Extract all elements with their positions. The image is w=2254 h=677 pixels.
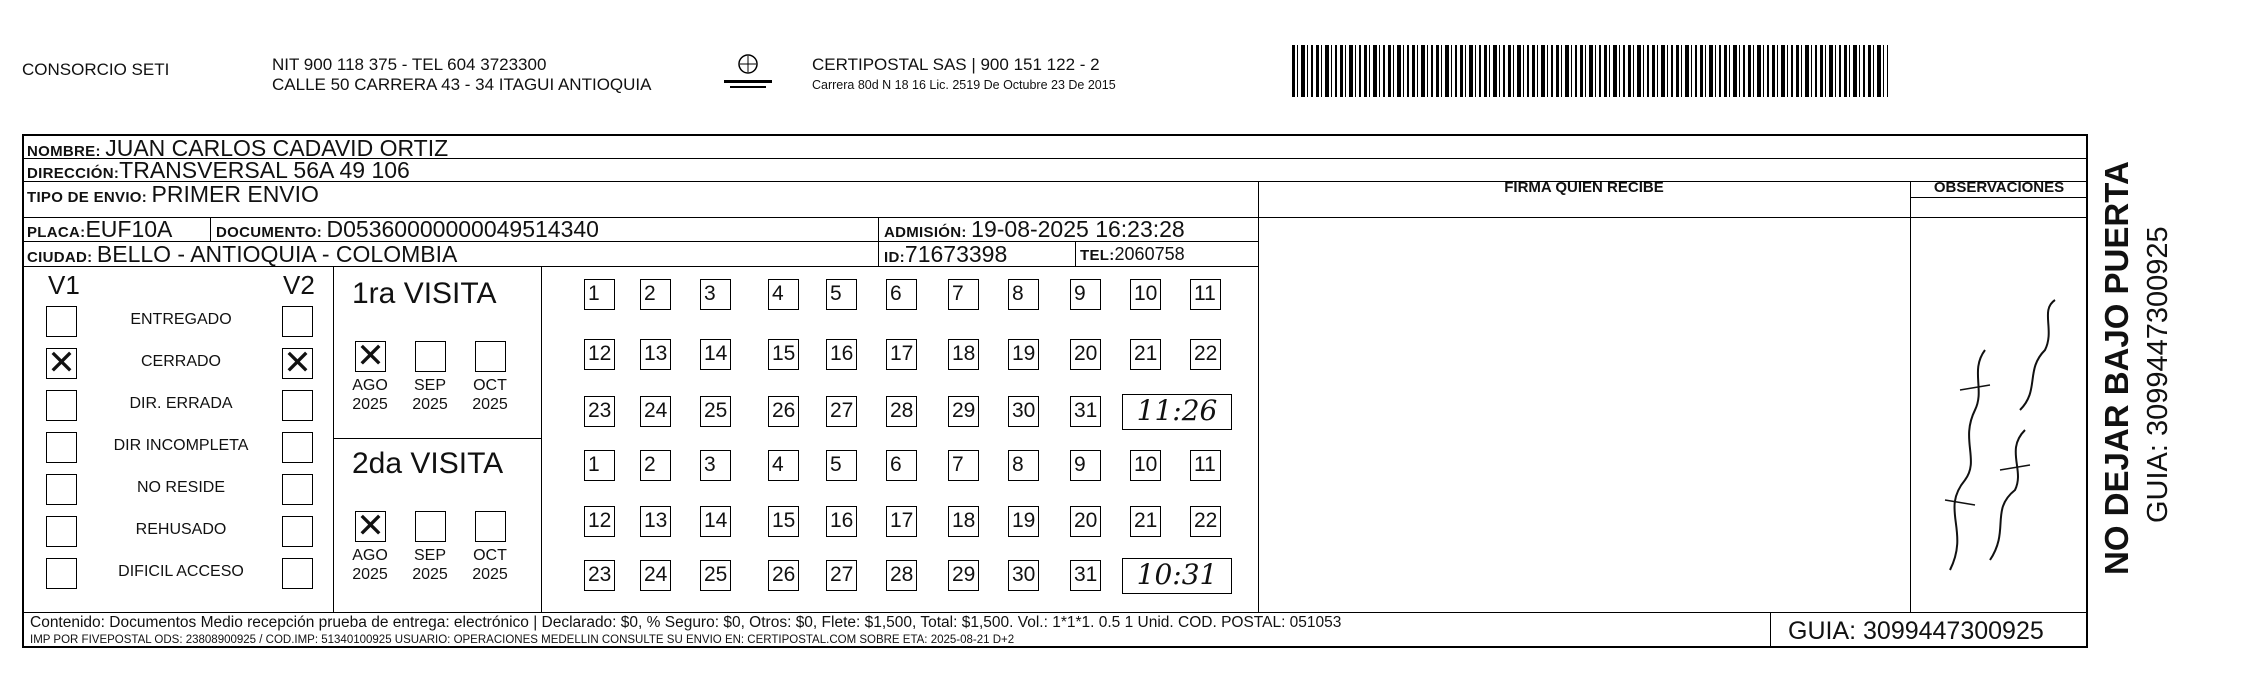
day-box[interactable]: 15 bbox=[768, 506, 799, 537]
status-v1-checkbox[interactable] bbox=[46, 516, 77, 547]
day-box[interactable]: 28 bbox=[886, 560, 917, 591]
day-box[interactable]: 12 bbox=[584, 339, 615, 370]
tipo-envio-label: TIPO DE ENVIO: bbox=[27, 189, 148, 206]
signature-area bbox=[1258, 200, 1910, 612]
day-box[interactable]: 23 bbox=[584, 396, 615, 427]
status-v2-checkbox[interactable] bbox=[282, 348, 313, 379]
admision-value: 19-08-2025 16:23:28 bbox=[971, 216, 1185, 242]
documento-label: DOCUMENTO: bbox=[216, 224, 323, 241]
year-label: 2025 bbox=[352, 396, 388, 413]
direccion-label: DIRECCIÓN: bbox=[27, 165, 120, 182]
v2-label: V2 bbox=[283, 270, 315, 300]
admision-label: ADMISIÓN: bbox=[884, 224, 967, 241]
status-v2-checkbox[interactable] bbox=[282, 306, 313, 337]
month-checkbox[interactable] bbox=[355, 341, 386, 372]
day-box[interactable]: 19 bbox=[1008, 506, 1039, 537]
placa-value: EUF10A bbox=[85, 216, 173, 242]
day-box[interactable]: 19 bbox=[1008, 339, 1039, 370]
status-v1-checkbox[interactable] bbox=[46, 348, 77, 379]
day-box[interactable]: 2 bbox=[640, 450, 671, 481]
day-box[interactable]: 29 bbox=[948, 560, 979, 591]
day-box[interactable]: 21 bbox=[1130, 506, 1161, 537]
day-box[interactable]: 30 bbox=[1008, 396, 1039, 427]
day-box[interactable]: 13 bbox=[640, 339, 671, 370]
check-mark-icon: ✕ bbox=[47, 348, 76, 379]
day-box[interactable]: 27 bbox=[826, 396, 857, 427]
day-box[interactable]: 3 bbox=[700, 279, 731, 310]
nombre-label: NOMBRE: bbox=[27, 143, 101, 160]
day-box[interactable]: 25 bbox=[700, 396, 731, 427]
id-label: ID: bbox=[884, 249, 905, 266]
visit-time-handwritten: 11:26 bbox=[1122, 394, 1232, 430]
status-v2-checkbox[interactable] bbox=[282, 432, 313, 463]
nombre-value: JUAN CARLOS CADAVID ORTIZ bbox=[105, 135, 449, 161]
second-visit-title: 2da VISITA bbox=[352, 447, 504, 480]
carrier-subline: Carrera 80d N 18 16 Lic. 2519 De Octubre 23 De 2015 bbox=[812, 78, 1116, 92]
day-box[interactable]: 31 bbox=[1070, 396, 1101, 427]
v1-label: V1 bbox=[48, 270, 80, 300]
day-box[interactable]: 16 bbox=[826, 339, 857, 370]
month-checkbox[interactable] bbox=[475, 511, 506, 542]
day-box[interactable]: 4 bbox=[768, 279, 799, 310]
status-v2-checkbox[interactable] bbox=[282, 558, 313, 589]
status-v2-checkbox[interactable] bbox=[282, 390, 313, 421]
nit-line: NIT 900 118 375 - TEL 604 3723300 bbox=[272, 55, 547, 74]
month-checkbox[interactable] bbox=[415, 511, 446, 542]
month-checkbox[interactable] bbox=[415, 341, 446, 372]
company-name: CONSORCIO SETI bbox=[22, 60, 170, 79]
day-box[interactable]: 9 bbox=[1070, 450, 1101, 481]
ciudad-value: BELLO - ANTIOQUIA - COLOMBIA bbox=[96, 241, 458, 267]
day-box[interactable]: 5 bbox=[826, 279, 857, 310]
observaciones-header: OBSERVACIONES bbox=[1933, 179, 2065, 196]
guia-vertical: GUIA: 3099447300925 bbox=[2142, 226, 2174, 523]
month-label: SEP bbox=[413, 547, 446, 564]
status-v1-checkbox[interactable] bbox=[46, 306, 77, 337]
day-box[interactable]: 13 bbox=[640, 506, 671, 537]
status-label: DIR INCOMPLETA bbox=[113, 437, 249, 454]
status-v1-checkbox[interactable] bbox=[46, 474, 77, 505]
day-box[interactable]: 15 bbox=[768, 339, 799, 370]
address-line: CALLE 50 CARRERA 43 - 34 ITAGUI ANTIOQUIA bbox=[272, 75, 652, 94]
month-label: AGO bbox=[352, 377, 388, 394]
day-box[interactable]: 1 bbox=[584, 450, 615, 481]
tel-label: TEL: bbox=[1080, 247, 1115, 264]
year-label: 2025 bbox=[412, 396, 448, 413]
status-label: CERRADO bbox=[140, 353, 221, 370]
day-box[interactable]: 17 bbox=[886, 506, 917, 537]
direccion-value: TRANSVERSAL 56A 49 106 bbox=[119, 157, 410, 183]
visit-time-handwritten: 10:31 bbox=[1122, 558, 1232, 594]
day-box[interactable]: 10 bbox=[1130, 450, 1161, 481]
day-box[interactable]: 24 bbox=[640, 396, 671, 427]
day-box[interactable]: 7 bbox=[948, 279, 979, 310]
day-box[interactable]: 8 bbox=[1008, 279, 1039, 310]
ciudad-label: CIUDAD: bbox=[27, 249, 93, 266]
id-value: 71673398 bbox=[904, 241, 1008, 267]
status-label: DIFICIL ACCESO bbox=[118, 563, 244, 580]
month-label: OCT bbox=[473, 547, 507, 564]
day-box[interactable]: 18 bbox=[948, 506, 979, 537]
warning-vertical: NO DEJAR BAJO PUERTA bbox=[2098, 161, 2135, 575]
status-v1-checkbox[interactable] bbox=[46, 558, 77, 589]
status-v2-checkbox[interactable] bbox=[282, 474, 313, 505]
day-box[interactable]: 8 bbox=[1008, 450, 1039, 481]
status-v1-checkbox[interactable] bbox=[46, 390, 77, 421]
day-box[interactable]: 28 bbox=[886, 396, 917, 427]
day-box[interactable]: 10 bbox=[1130, 279, 1161, 310]
year-label: 2025 bbox=[472, 566, 508, 583]
footer-guia: GUIA: 3099447300925 bbox=[1788, 617, 2044, 645]
day-box[interactable]: 16 bbox=[826, 506, 857, 537]
day-box[interactable]: 26 bbox=[768, 396, 799, 427]
day-box[interactable]: 7 bbox=[948, 450, 979, 481]
certipostal-logo bbox=[718, 50, 778, 94]
status-label: ENTREGADO bbox=[130, 311, 232, 328]
day-box[interactable]: 20 bbox=[1070, 339, 1101, 370]
day-box[interactable]: 6 bbox=[886, 279, 917, 310]
day-box[interactable]: 24 bbox=[640, 560, 671, 591]
year-label: 2025 bbox=[412, 566, 448, 583]
day-box[interactable]: 4 bbox=[768, 450, 799, 481]
status-v1-checkbox[interactable] bbox=[46, 432, 77, 463]
day-box[interactable]: 1 bbox=[584, 279, 615, 310]
status-label: DIR. ERRADA bbox=[129, 395, 233, 412]
tipo-envio-value: PRIMER ENVIO bbox=[151, 181, 319, 207]
observaciones-handwriting bbox=[1930, 290, 2070, 590]
year-label: 2025 bbox=[472, 396, 508, 413]
day-box[interactable]: 12 bbox=[584, 506, 615, 537]
day-box[interactable]: 22 bbox=[1190, 506, 1221, 537]
day-box[interactable]: 31 bbox=[1070, 560, 1101, 591]
day-box[interactable]: 25 bbox=[700, 560, 731, 591]
tel-value: 2060758 bbox=[1114, 244, 1185, 264]
month-checkbox[interactable] bbox=[475, 341, 506, 372]
day-box[interactable]: 5 bbox=[826, 450, 857, 481]
day-box[interactable]: 21 bbox=[1130, 339, 1161, 370]
first-visit-title: 1ra VISITA bbox=[352, 277, 497, 310]
status-v2-checkbox[interactable] bbox=[282, 516, 313, 547]
day-box[interactable]: 11 bbox=[1190, 279, 1221, 310]
day-box[interactable]: 17 bbox=[886, 339, 917, 370]
day-box[interactable]: 26 bbox=[768, 560, 799, 591]
day-box[interactable]: 2 bbox=[640, 279, 671, 310]
day-box[interactable]: 29 bbox=[948, 396, 979, 427]
check-mark-icon: ✕ bbox=[356, 511, 385, 542]
day-box[interactable]: 22 bbox=[1190, 339, 1221, 370]
check-mark-icon: ✕ bbox=[283, 348, 312, 379]
day-box[interactable]: 23 bbox=[584, 560, 615, 591]
day-box[interactable]: 6 bbox=[886, 450, 917, 481]
day-box[interactable]: 14 bbox=[700, 506, 731, 537]
day-box[interactable]: 30 bbox=[1008, 560, 1039, 591]
barcode-image bbox=[1292, 45, 1888, 97]
status-label: NO RESIDE bbox=[136, 479, 225, 496]
placa-label: PLACA: bbox=[27, 224, 86, 241]
day-box[interactable]: 14 bbox=[700, 339, 731, 370]
month-checkbox[interactable] bbox=[355, 511, 386, 542]
day-box[interactable]: 3 bbox=[700, 450, 731, 481]
status-label: REHUSADO bbox=[135, 521, 227, 538]
day-box[interactable]: 20 bbox=[1070, 506, 1101, 537]
day-box[interactable]: 9 bbox=[1070, 279, 1101, 310]
carrier-line: CERTIPOSTAL SAS | 900 151 122 - 2 bbox=[812, 55, 1100, 74]
footer-contenido: Contenido: Documentos Medio recepción prueba de entrega: electrónico | Declarado: $0, % Seguro: $0, Otros: $0, Flete: $1,500, Total: $1,500. Vol.: 1*1*1. 0.5 1 Unid. COD. POSTAL: 051053 bbox=[30, 614, 1342, 631]
check-mark-icon: ✕ bbox=[356, 341, 385, 372]
month-label: SEP bbox=[413, 377, 446, 394]
month-label: AGO bbox=[352, 547, 388, 564]
footer-imp: IMP POR FIVEPOSTAL ODS: 23808900925 / COD.IMP: 51340100925 USUARIO: OPERACIONES MEDELLIN CONSULTE SU ENVIO EN: CERTIPOSTAL.COM SOBRE ETA: 2025-08-21 D+2 bbox=[30, 634, 1015, 646]
firma-header: FIRMA QUIEN RECIBE bbox=[1504, 179, 1664, 196]
year-label: 2025 bbox=[352, 566, 388, 583]
day-box[interactable]: 27 bbox=[826, 560, 857, 591]
day-box[interactable]: 18 bbox=[948, 339, 979, 370]
month-label: OCT bbox=[473, 377, 507, 394]
documento-value: D05360000000049514340 bbox=[326, 216, 599, 242]
day-box[interactable]: 11 bbox=[1190, 450, 1221, 481]
